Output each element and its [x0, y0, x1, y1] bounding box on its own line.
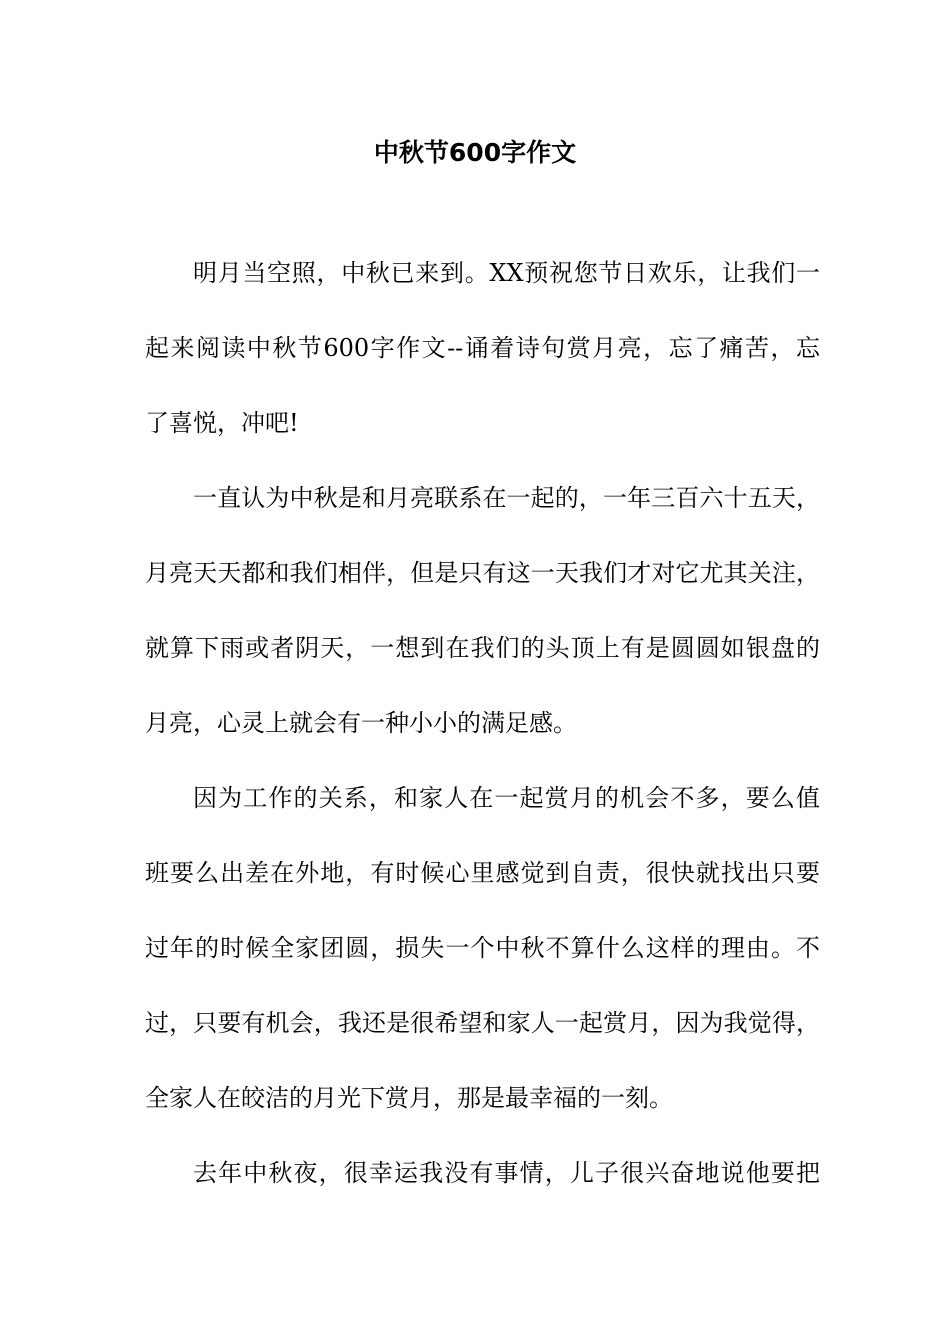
paragraph-line: 全家人在皎洁的月光下赏月，那是最幸福的一刻。 — [145, 1084, 673, 1112]
paragraph-line: 月亮，心灵上就会有一种小小的满足感。 — [145, 709, 577, 737]
paragraph-line: 明月当空照，中秋已来到。XX预祝您节日欢乐，让我们一 — [193, 259, 820, 287]
paragraph-4 — [145, 1153, 820, 1228]
paragraph-line: 月亮天天都和我们相伴，但是只有这一天我们才对它尤其关注， — [145, 559, 820, 587]
paragraph-1 — [145, 253, 820, 478]
paragraph-line: 了喜悦，冲吧! — [145, 409, 299, 437]
paragraph-2 — [145, 478, 820, 778]
paragraph-line: 一直认为中秋是和月亮联系在一起的，一年三百六十五天， — [193, 484, 820, 512]
paragraph-line: 起来阅读中秋节600字作文--诵着诗句赏月亮，忘了痛苦，忘 — [145, 334, 820, 362]
document-body — [145, 253, 820, 1228]
paragraph-line: 去年中秋夜，很幸运我没有事情，儿子很兴奋地说他要把 — [193, 1159, 820, 1187]
paragraph-line: 因为工作的关系，和家人在一起赏月的机会不多，要么值 — [193, 784, 820, 812]
paragraph-line: 过，只要有机会，我还是很希望和家人一起赏月，因为我觉得， — [145, 1009, 820, 1037]
paragraph-line: 就算下雨或者阴天，一想到在我们的头顶上有是圆圆如银盘的 — [145, 634, 820, 662]
paragraph-line: 过年的时候全家团圆，损失一个中秋不算什么这样的理由。不 — [145, 934, 820, 962]
paragraph-3 — [145, 778, 820, 1153]
document-title: 中秋节600字作文 — [373, 138, 577, 167]
paragraph-line: 班要么出差在外地，有时候心里感觉到自责，很快就找出只要 — [145, 859, 820, 887]
